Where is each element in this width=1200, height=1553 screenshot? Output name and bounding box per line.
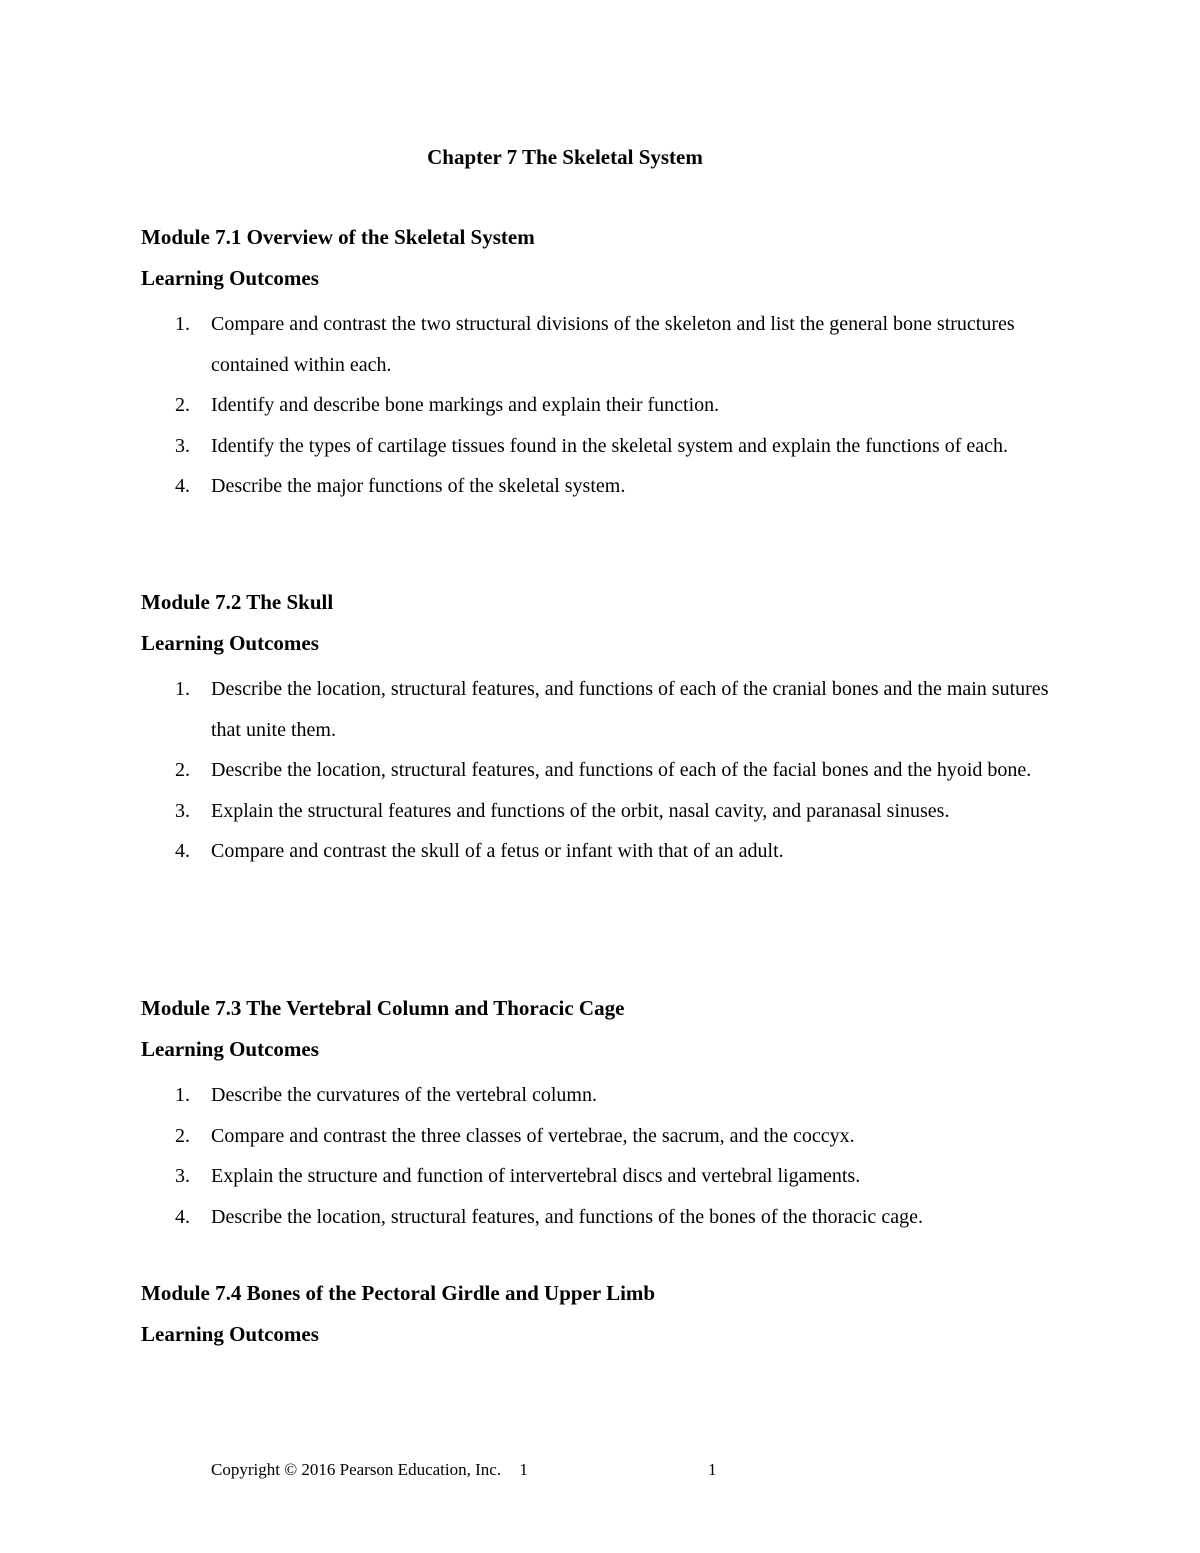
item-text: Compare and contrast the two structural divisions of the skeleton and list the general bone structures contained within each.: [211, 313, 1015, 376]
outcome-item: [141, 750, 1061, 791]
learning-outcomes-heading: Learning Outcomes: [141, 1322, 319, 1346]
item-text: Explain the structural features and functions of the orbit, nasal cavity, and paranasal sinuses.: [211, 799, 950, 822]
outcomes-list: [141, 669, 1061, 872]
outcome-item: [141, 791, 1061, 832]
item-text: Compare and contrast the three classes of vertebrae, the sacrum, and the coccyx.: [211, 1124, 855, 1147]
item-text: Describe the location, structural features, and functions of each of the cranial bones and the main sutures that unite them.: [211, 678, 1049, 741]
outcome-item: [141, 669, 1061, 750]
learning-outcomes-heading: Learning Outcomes: [141, 1037, 319, 1061]
outcomes-list: [141, 1075, 1061, 1237]
outcome-item: [141, 1116, 1061, 1157]
module-7-3: [141, 993, 1061, 1237]
outcome-item: [141, 426, 1061, 467]
item-number: 1.: [175, 678, 190, 700]
page-footer: [211, 1456, 717, 1484]
item-number: 4.: [175, 475, 190, 498]
module-7-4: [141, 1278, 1061, 1360]
copyright-notice: Copyright © 2016 Pearson Education, Inc.: [211, 1460, 502, 1479]
item-number: 2.: [175, 759, 190, 782]
outcome-item: [141, 1197, 1061, 1238]
item-text: Identify the types of cartilage tissues found in the skeletal system and explain the functions of each.: [211, 434, 1008, 457]
item-number: 2.: [175, 1124, 190, 1147]
learning-outcomes-heading: Learning Outcomes: [141, 266, 319, 290]
item-text: Identify and describe bone markings and explain their function.: [211, 394, 720, 417]
page-number-secondary: 1: [708, 1460, 717, 1479]
item-text: Describe the major functions of the skeletal system.: [211, 475, 626, 498]
item-text: Compare and contrast the skull of a fetus or infant with that of an adult.: [211, 840, 784, 863]
chapter-title: Chapter 7 The Skeletal System: [427, 145, 703, 169]
item-number: 4.: [175, 1205, 190, 1228]
module-7-1: [141, 222, 1061, 507]
module-heading: Module 7.4 Bones of the Pectoral Girdle and Upper Limb: [141, 1281, 656, 1305]
learning-outcomes-heading: Learning Outcomes: [141, 631, 319, 655]
outcome-item: [141, 831, 1061, 872]
module-heading: Module 7.1 Overview of the Skeletal System: [141, 225, 535, 249]
item-number: 3.: [175, 434, 190, 457]
item-number: 1.: [175, 1084, 190, 1106]
item-number: 1.: [175, 313, 190, 335]
item-number: 3.: [175, 799, 190, 822]
module-heading: Module 7.3 The Vertebral Column and Thoracic Cage: [141, 996, 625, 1020]
outcome-item: [141, 466, 1061, 507]
module-heading: Module 7.2 The Skull: [141, 590, 334, 614]
outcome-item: [141, 385, 1061, 426]
item-text: Describe the location, structural features, and functions of the bones of the thoracic cage.: [211, 1205, 923, 1228]
item-text: Explain the structure and function of intervertebral discs and vertebral ligaments.: [211, 1165, 861, 1188]
item-number: 4.: [175, 840, 190, 863]
item-number: 3.: [175, 1165, 190, 1188]
item-text: Describe the location, structural features, and functions of each of the facial bones and the hyoid bone.: [211, 759, 1032, 782]
item-number: 2.: [175, 394, 190, 417]
page-number: 1: [519, 1460, 528, 1479]
item-text: Describe the curvatures of the vertebral column.: [211, 1084, 597, 1106]
module-7-2: [141, 587, 1061, 872]
outcome-item: [141, 304, 1061, 385]
outcome-item: [141, 1075, 1061, 1116]
outcomes-list: [141, 304, 1061, 507]
outcome-item: [141, 1156, 1061, 1197]
